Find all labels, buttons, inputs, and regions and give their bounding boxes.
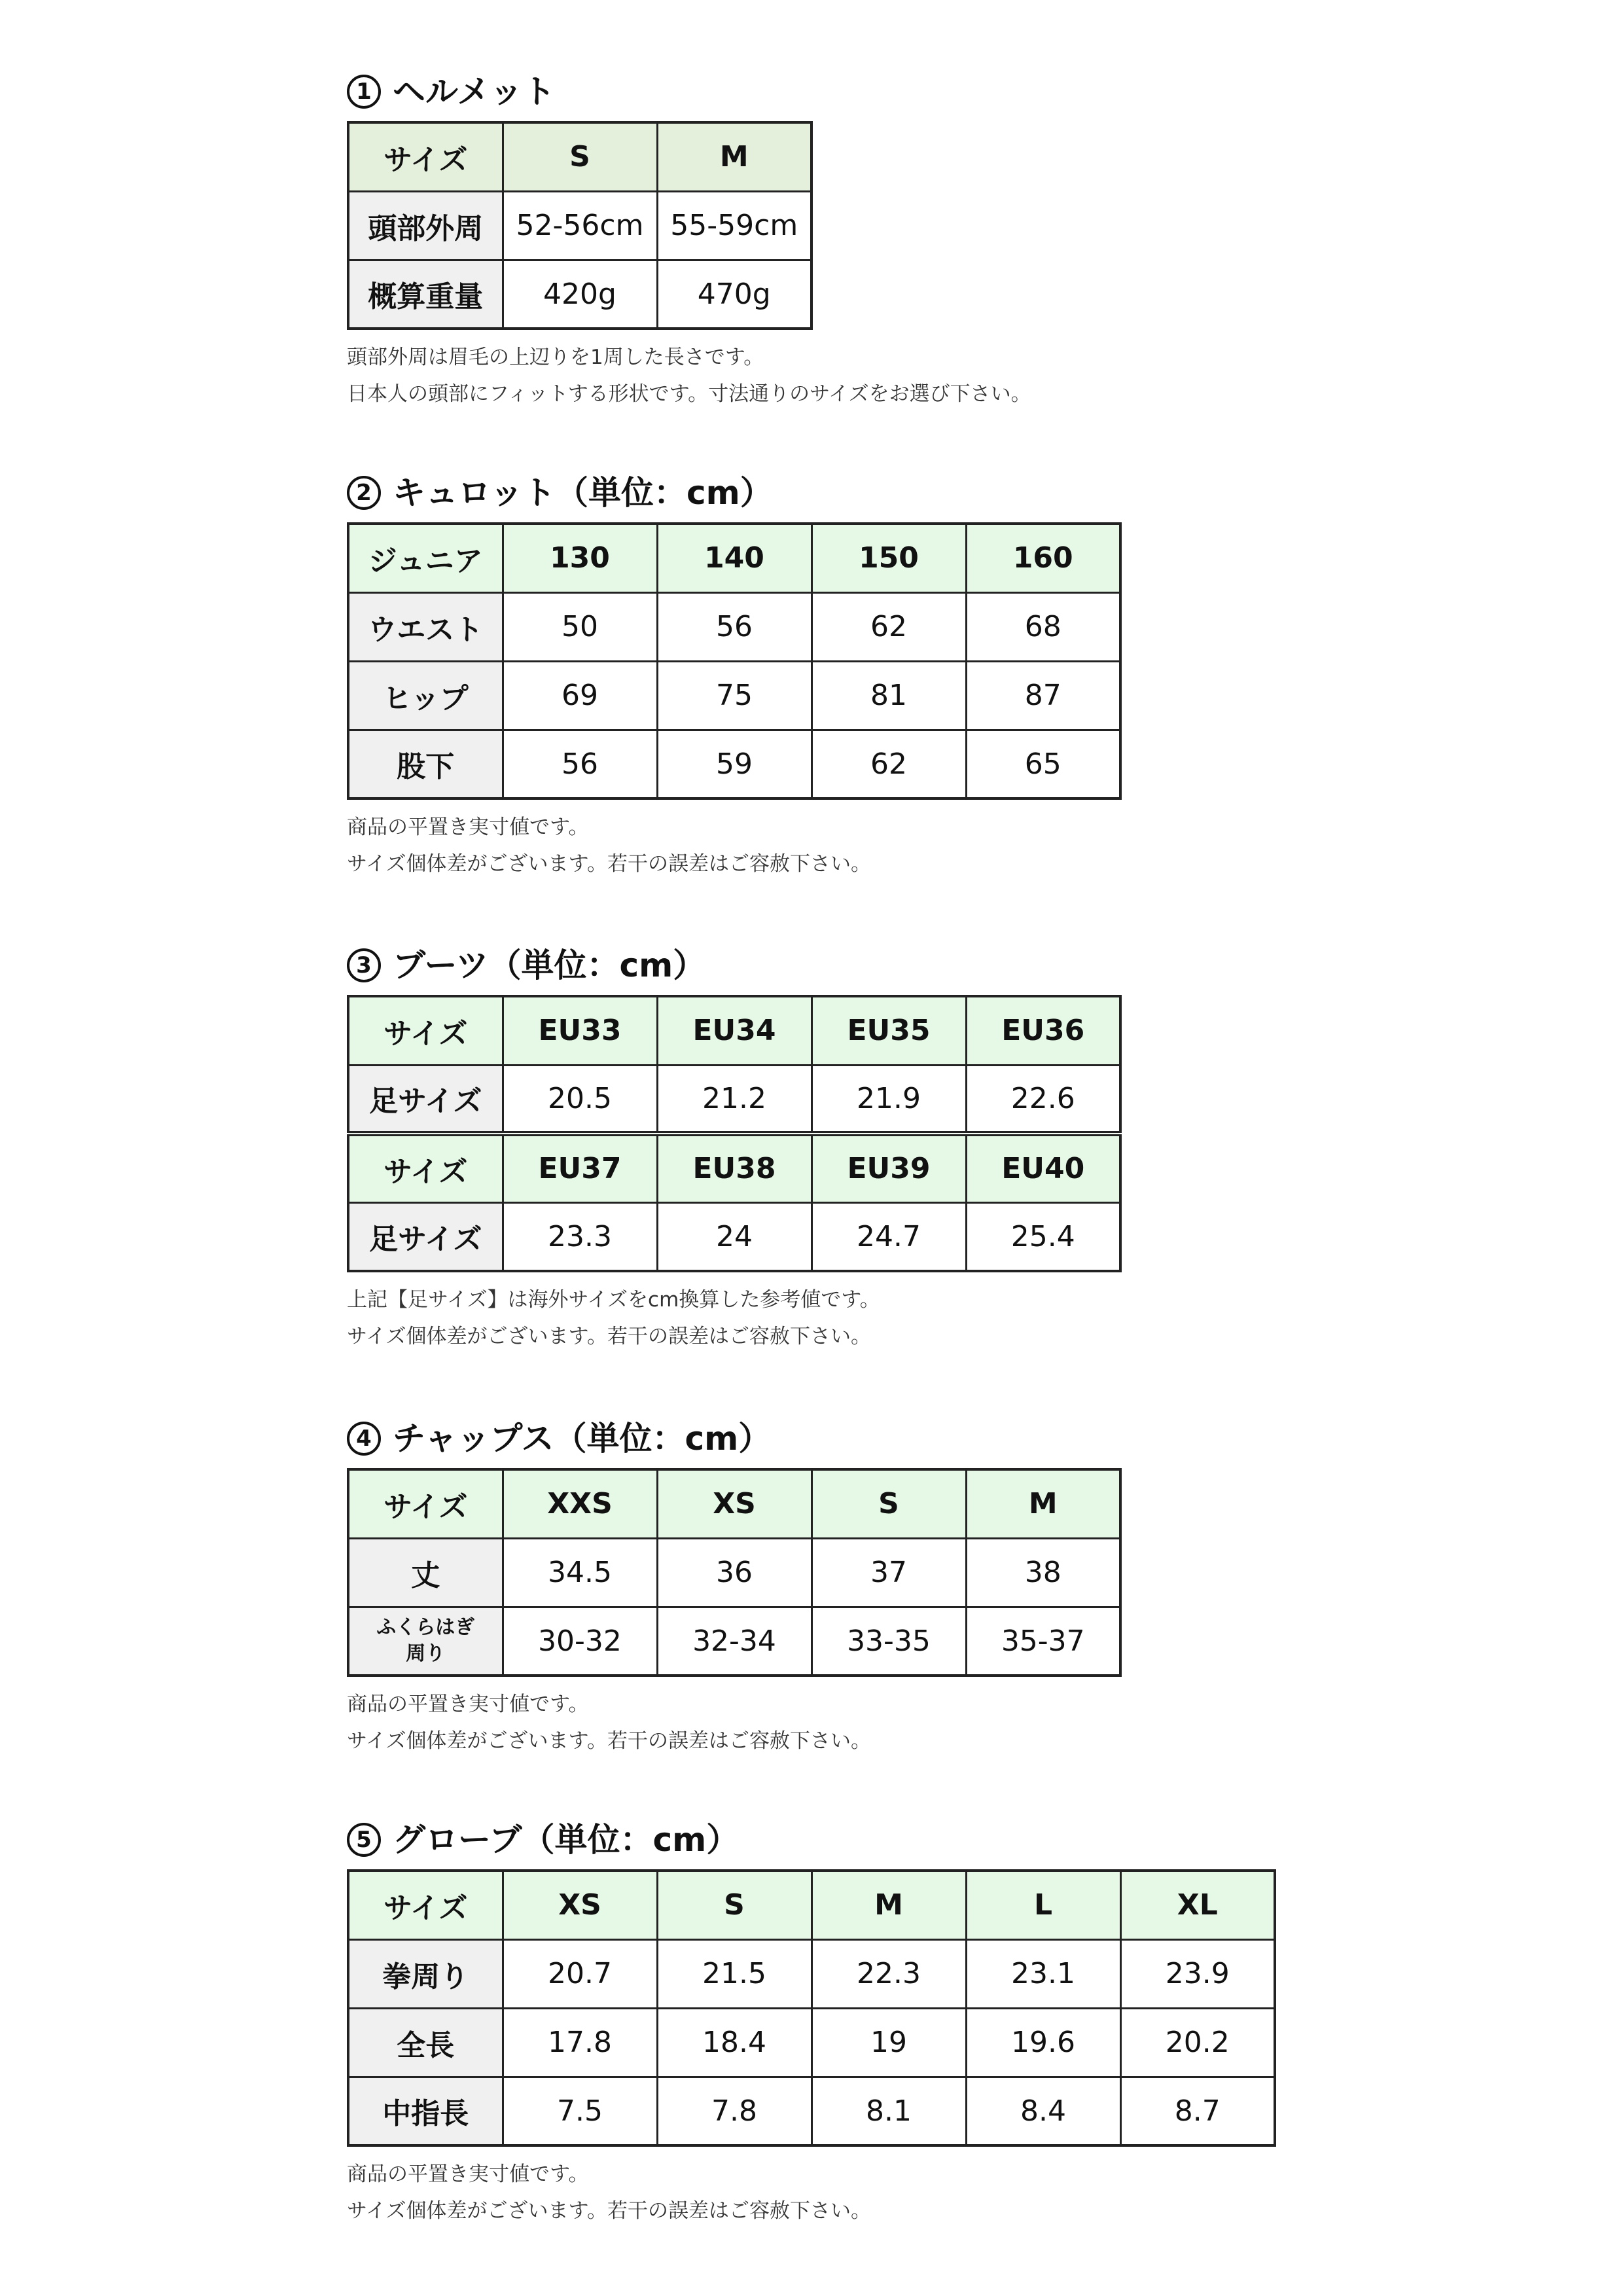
header-cell: XS [503, 1871, 657, 1939]
table-row [348, 661, 1120, 730]
table-row [348, 1202, 1120, 1271]
value-cell: 33-35 [812, 1607, 966, 1676]
row-label-cell: ヒップ [348, 661, 503, 730]
header-cell: M [657, 122, 812, 191]
header-cell: サイズ [348, 1469, 503, 1538]
header-cell: EU36 [966, 996, 1120, 1065]
value-cell: 20.5 [503, 1065, 657, 1134]
value-cell: 35-37 [966, 1607, 1120, 1676]
value-cell: 23.1 [966, 1939, 1120, 2008]
header-cell: 140 [657, 524, 812, 592]
value-cell: 24 [657, 1202, 812, 1271]
note-line: 頭部外周は眉毛の上辺りを1周した長さです。 [347, 346, 764, 369]
value-cell: 34.5 [503, 1538, 657, 1607]
note-line: 商品の平置き実寸値です。 [347, 1693, 589, 1716]
value-cell: 56 [503, 730, 657, 798]
section-title [347, 69, 1031, 115]
header-cell: ジュニア [348, 524, 503, 592]
table-row [348, 1538, 1120, 1607]
section-helmet [347, 69, 1031, 412]
value-cell: 24.7 [812, 1202, 966, 1271]
section-title-text: ヘルメット [393, 73, 556, 111]
table-header-row [348, 122, 812, 191]
header-cell: S [503, 122, 657, 191]
table-header-row [348, 1871, 1275, 1939]
section-number-badge: 4 [347, 1422, 381, 1456]
table-row [348, 260, 812, 329]
table-header-row [348, 996, 1120, 1065]
section-notes [347, 1686, 1122, 1759]
helmet-size-table [347, 121, 813, 330]
value-cell: 75 [657, 661, 812, 730]
table-row [348, 1607, 1120, 1676]
table-row [348, 592, 1120, 661]
row-label-cell: 中指長 [348, 2077, 503, 2145]
row-label-cell: 足サイズ [348, 1202, 503, 1271]
table-row [348, 2008, 1275, 2077]
value-cell: 50 [503, 592, 657, 661]
value-cell: 21.9 [812, 1065, 966, 1134]
header-cell: EU40 [966, 1134, 1120, 1202]
note-line: 商品の平置き実寸値です。 [347, 816, 589, 839]
value-cell: 23.9 [1120, 1939, 1275, 2008]
note-line: 商品の平置き実寸値です。 [347, 2162, 589, 2186]
value-cell: 7.8 [657, 2077, 812, 2145]
value-cell: 69 [503, 661, 657, 730]
value-cell: 19 [812, 2008, 966, 2077]
row-label-cell: ウエスト [348, 592, 503, 661]
section-notes [347, 809, 1122, 882]
row-label-cell: 拳周り [348, 1939, 503, 2008]
header-cell: EU39 [812, 1134, 966, 1202]
value-cell: 87 [966, 661, 1120, 730]
section-chaps [347, 1416, 1122, 1759]
table-header-row [348, 524, 1120, 592]
header-cell: L [966, 1871, 1120, 1939]
chaps-size-table [347, 1468, 1122, 1677]
row-label-cell: 概算重量 [348, 260, 503, 329]
culotte-size-table [347, 522, 1122, 800]
value-cell: 38 [966, 1538, 1120, 1607]
row-label-cell: 全長 [348, 2008, 503, 2077]
section-title-text: チャップス（単位：cm） [393, 1420, 772, 1458]
row-label-cell [348, 1607, 503, 1676]
section-notes [347, 339, 1031, 412]
value-cell: 20.7 [503, 1939, 657, 2008]
value-cell: 52-56cm [503, 191, 657, 260]
row-label-cell: 足サイズ [348, 1065, 503, 1134]
section-number-badge: 1 [347, 75, 381, 109]
value-cell: 65 [966, 730, 1120, 798]
value-cell: 62 [812, 730, 966, 798]
note-line: サイズ個体差がございます。若干の誤差はご容赦下さい。 [347, 1729, 872, 1753]
value-cell: 20.2 [1120, 2008, 1275, 2077]
value-cell: 8.1 [812, 2077, 966, 2145]
value-cell: 19.6 [966, 2008, 1120, 2077]
row-label-cell: 股下 [348, 730, 503, 798]
value-cell: 8.7 [1120, 2077, 1275, 2145]
section-title-text: グローブ（単位：cm） [393, 1821, 740, 1859]
header-cell: XXS [503, 1469, 657, 1538]
section-notes [347, 1282, 1122, 1355]
section-title [347, 1817, 1276, 1863]
value-cell: 30-32 [503, 1607, 657, 1676]
value-cell: 25.4 [966, 1202, 1120, 1271]
value-cell: 470g [657, 260, 812, 329]
header-cell: サイズ [348, 996, 503, 1065]
header-cell: 160 [966, 524, 1120, 592]
table-header-row [348, 1469, 1120, 1538]
value-cell: 7.5 [503, 2077, 657, 2145]
note-line: サイズ個体差がございます。若干の誤差はご容赦下さい。 [347, 852, 872, 876]
value-cell: 81 [812, 661, 966, 730]
header-cell: サイズ [348, 1134, 503, 1202]
value-cell: 36 [657, 1538, 812, 1607]
header-cell: サイズ [348, 1871, 503, 1939]
section-title [347, 1416, 1122, 1462]
header-cell: サイズ [348, 122, 503, 191]
table-row [348, 2077, 1275, 2145]
header-cell: S [657, 1871, 812, 1939]
header-cell: XL [1120, 1871, 1275, 1939]
value-cell: 56 [657, 592, 812, 661]
note-line: 上記【足サイズ】は海外サイズをcm換算した参考値です。 [347, 1288, 880, 1312]
section-title-text: キュロット（単位：cm） [393, 474, 773, 512]
value-cell: 22.3 [812, 1939, 966, 2008]
section-number-badge: 2 [347, 476, 381, 510]
table-header-row [348, 1134, 1120, 1202]
value-cell: 59 [657, 730, 812, 798]
section-number-badge: 3 [347, 948, 381, 982]
header-cell: 150 [812, 524, 966, 592]
section-culotte [347, 470, 1122, 882]
header-cell: XS [657, 1469, 812, 1538]
note-line: 日本人の頭部にフィットする形状です。寸法通りのサイズをお選び下さい。 [347, 382, 1031, 406]
value-cell: 22.6 [966, 1065, 1120, 1134]
header-cell: 130 [503, 524, 657, 592]
row-label-cell: 丈 [348, 1538, 503, 1607]
header-cell: EU34 [657, 996, 812, 1065]
header-cell: M [812, 1871, 966, 1939]
section-title [347, 942, 1122, 988]
value-cell: 23.3 [503, 1202, 657, 1271]
section-notes [347, 2156, 1276, 2229]
value-cell: 8.4 [966, 2077, 1120, 2145]
value-cell: 18.4 [657, 2008, 812, 2077]
section-gloves [347, 1817, 1276, 2229]
value-cell: 55-59cm [657, 191, 812, 260]
table-row [348, 1939, 1275, 2008]
row-label-line: 周り [406, 1642, 446, 1666]
header-cell: M [966, 1469, 1120, 1538]
section-title-text: ブーツ（単位：cm） [393, 946, 706, 984]
header-cell: S [812, 1469, 966, 1538]
table-row [348, 1065, 1120, 1134]
gloves-size-table [347, 1869, 1276, 2147]
section-title [347, 470, 1122, 516]
table-row [348, 730, 1120, 798]
header-cell: EU33 [503, 996, 657, 1065]
value-cell: 32-34 [657, 1607, 812, 1676]
header-cell: EU38 [657, 1134, 812, 1202]
value-cell: 37 [812, 1538, 966, 1607]
value-cell: 17.8 [503, 2008, 657, 2077]
value-cell: 21.2 [657, 1065, 812, 1134]
value-cell: 68 [966, 592, 1120, 661]
table-row [348, 191, 812, 260]
note-line: サイズ個体差がございます。若干の誤差はご容赦下さい。 [347, 2199, 872, 2223]
section-boots [347, 942, 1122, 1355]
value-cell: 62 [812, 592, 966, 661]
value-cell: 21.5 [657, 1939, 812, 2008]
note-line: サイズ個体差がございます。若干の誤差はご容赦下さい。 [347, 1325, 872, 1348]
row-label-line: ふくらはぎ [376, 1616, 475, 1640]
value-cell: 420g [503, 260, 657, 329]
section-number-badge: 5 [347, 1823, 381, 1857]
boots-size-table [347, 995, 1122, 1272]
header-cell: EU37 [503, 1134, 657, 1202]
header-cell: EU35 [812, 996, 966, 1065]
row-label-cell: 頭部外周 [348, 191, 503, 260]
